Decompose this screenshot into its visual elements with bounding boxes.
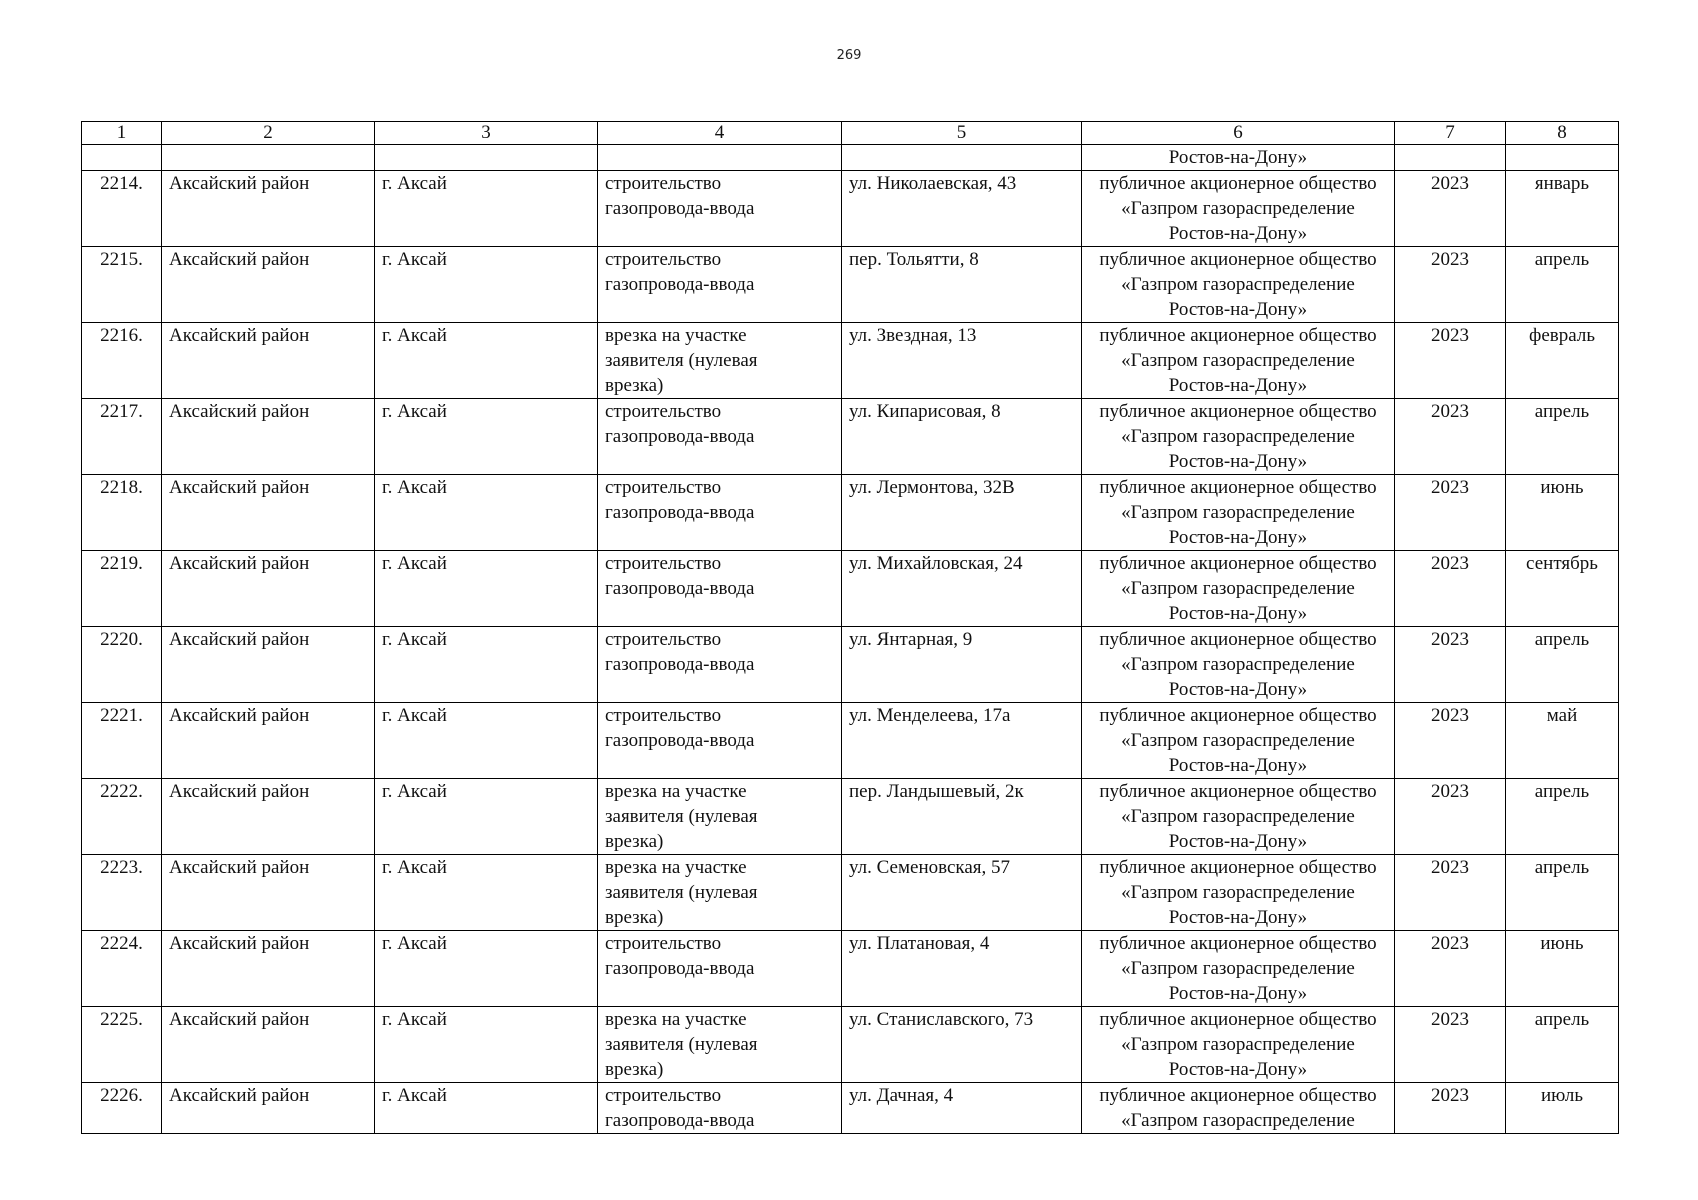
month-cell: май	[1506, 703, 1619, 779]
organization-cell-line: Ростов-на-Дону»	[1168, 907, 1308, 928]
organization-cell-line: Ростов-на-Дону»	[1168, 223, 1308, 244]
organization-cell-line: публичное акционерное общество	[1099, 933, 1377, 954]
work-type-cell-line: строительство	[605, 1085, 722, 1106]
month-cell: июнь	[1506, 475, 1619, 551]
row-number: 2216.	[82, 323, 162, 399]
work-type-cell-line: газопровода-ввода	[605, 426, 755, 447]
organization-cell-line: «Газпром газораспределение	[1121, 1110, 1355, 1131]
work-type-cell-line: заявителя (нулевая	[605, 1034, 758, 1055]
year-cell: 2023	[1395, 855, 1506, 931]
district-cell: Аксайский район	[162, 703, 375, 779]
year-cell: 2023	[1395, 399, 1506, 475]
address-cell: пер. Тольятти, 8	[842, 247, 1082, 323]
row-number: 2226.	[82, 1083, 162, 1134]
district-cell: Аксайский район	[162, 551, 375, 627]
settlement-cell: г. Аксай	[375, 703, 598, 779]
address-cell: ул. Платановая, 4	[842, 931, 1082, 1007]
month-cell: июнь	[1506, 931, 1619, 1007]
row-number: 2221.	[82, 703, 162, 779]
organization-cell	[1082, 171, 1395, 247]
row-number: 2214.	[82, 171, 162, 247]
district-cell: Аксайский район	[162, 779, 375, 855]
year-cell: 2023	[1395, 931, 1506, 1007]
column-header: 4	[598, 122, 842, 145]
year-cell: 2023	[1395, 475, 1506, 551]
work-type-cell	[598, 247, 842, 323]
organization-cell-line: Ростов-на-Дону»	[1168, 679, 1308, 700]
district-cell: Аксайский район	[162, 1007, 375, 1083]
row-number: 2222.	[82, 779, 162, 855]
address-cell: ул. Михайловская, 24	[842, 551, 1082, 627]
work-type-cell-line: строительство	[605, 401, 722, 422]
district-cell: Аксайский район	[162, 323, 375, 399]
month-cell: апрель	[1506, 399, 1619, 475]
work-type-cell-line: газопровода-ввода	[605, 958, 755, 979]
settlement-cell: г. Аксай	[375, 1007, 598, 1083]
organization-cell-line: Ростов-на-Дону»	[1168, 755, 1308, 776]
organization-cell-line: «Газпром газораспределение	[1121, 806, 1355, 827]
address-cell: ул. Янтарная, 9	[842, 627, 1082, 703]
continuation-row	[82, 145, 1619, 171]
settlement-cell: г. Аксай	[375, 247, 598, 323]
organization-cell	[1082, 323, 1395, 399]
work-type-cell	[598, 399, 842, 475]
row-number: 2220.	[82, 627, 162, 703]
settlement-cell: г. Аксай	[375, 779, 598, 855]
work-type-cell-line: строительство	[605, 477, 722, 498]
organization-cell-line: публичное акционерное общество	[1099, 401, 1377, 422]
work-type-cell-line: строительство	[605, 629, 722, 650]
column-header: 6	[1082, 122, 1395, 145]
organization-cell	[1082, 779, 1395, 855]
year-cell: 2023	[1395, 779, 1506, 855]
work-type-cell-line: врезка на участке	[605, 325, 747, 346]
work-type-cell-line: заявителя (нулевая	[605, 882, 758, 903]
table-row	[82, 703, 1619, 779]
work-type-cell-line: врезка на участке	[605, 1009, 747, 1030]
address-cell: пер. Ландышевый, 2к	[842, 779, 1082, 855]
district-cell: Аксайский район	[162, 855, 375, 931]
work-type-cell-line: газопровода-ввода	[605, 502, 755, 523]
work-type-cell-line: газопровода-ввода	[605, 1110, 755, 1131]
month-cell: апрель	[1506, 247, 1619, 323]
row-number: 2219.	[82, 551, 162, 627]
settlement-cell: г. Аксай	[375, 551, 598, 627]
work-type-cell-line: врезка)	[605, 831, 664, 852]
settlement-cell: г. Аксай	[375, 399, 598, 475]
row-number: 2225.	[82, 1007, 162, 1083]
organization-cell-line: Ростов-на-Дону»	[1168, 1059, 1308, 1080]
work-type-cell-line: врезка на участке	[605, 781, 747, 802]
row-number: 2217.	[82, 399, 162, 475]
settlement-cell: г. Аксай	[375, 855, 598, 931]
address-cell: ул. Звездная, 13	[842, 323, 1082, 399]
district-cell: Аксайский район	[162, 171, 375, 247]
work-type-cell	[598, 1083, 842, 1134]
settlement-cell: г. Аксай	[375, 323, 598, 399]
work-type-cell-line: строительство	[605, 173, 722, 194]
address-cell: ул. Менделеева, 17а	[842, 703, 1082, 779]
organization-cell-line: «Газпром газораспределение	[1121, 350, 1355, 371]
work-type-cell-line: строительство	[605, 933, 722, 954]
column-header: 7	[1395, 122, 1506, 145]
work-type-cell	[598, 855, 842, 931]
address-cell: ул. Станиславского, 73	[842, 1007, 1082, 1083]
year-cell: 2023	[1395, 171, 1506, 247]
work-type-cell	[598, 171, 842, 247]
organization-cell	[1082, 931, 1395, 1007]
table-row	[82, 627, 1619, 703]
column-number-row	[82, 122, 1619, 145]
work-type-cell	[598, 931, 842, 1007]
month-cell: февраль	[1506, 323, 1619, 399]
address-cell: ул. Семеновская, 57	[842, 855, 1082, 931]
month-cell: сентябрь	[1506, 551, 1619, 627]
column-header: 8	[1506, 122, 1619, 145]
organization-cell	[1082, 1083, 1395, 1134]
district-cell: Аксайский район	[162, 475, 375, 551]
district-cell: Аксайский район	[162, 931, 375, 1007]
organization-cell-line: публичное акционерное общество	[1099, 857, 1377, 878]
table-cell	[598, 145, 842, 171]
row-number: 2224.	[82, 931, 162, 1007]
year-cell: 2023	[1395, 551, 1506, 627]
column-header: 2	[162, 122, 375, 145]
settlement-cell: г. Аксай	[375, 627, 598, 703]
year-cell: 2023	[1395, 703, 1506, 779]
organization-cell-line: Ростов-на-Дону»	[1168, 451, 1308, 472]
organization-cell-line: «Газпром газораспределение	[1121, 198, 1355, 219]
work-type-cell	[598, 627, 842, 703]
work-type-cell	[598, 779, 842, 855]
settlement-cell: г. Аксай	[375, 171, 598, 247]
organization-cell-line: «Газпром газораспределение	[1121, 578, 1355, 599]
column-header: 3	[375, 122, 598, 145]
work-type-cell-line: врезка)	[605, 1059, 664, 1080]
organization-cell-line: Ростов-на-Дону»	[1168, 983, 1308, 1004]
table-body	[82, 122, 1619, 1134]
organization-cell-line: «Газпром газораспределение	[1121, 426, 1355, 447]
table-cell	[1395, 145, 1506, 171]
month-cell: январь	[1506, 171, 1619, 247]
year-cell: 2023	[1395, 1007, 1506, 1083]
table-cell	[842, 145, 1082, 171]
organization-cell-line: публичное акционерное общество	[1099, 1085, 1377, 1106]
work-type-cell-line: газопровода-ввода	[605, 578, 755, 599]
month-cell: апрель	[1506, 627, 1619, 703]
work-type-cell-line: газопровода-ввода	[605, 730, 755, 751]
work-type-cell-line: строительство	[605, 705, 722, 726]
settlement-cell: г. Аксай	[375, 475, 598, 551]
year-cell: 2023	[1395, 627, 1506, 703]
work-type-cell-line: врезка)	[605, 375, 664, 396]
organization-cell	[1082, 399, 1395, 475]
district-cell: Аксайский район	[162, 247, 375, 323]
table-cell	[375, 145, 598, 171]
organization-cell-line: «Газпром газораспределение	[1121, 882, 1355, 903]
organization-cell-line: «Газпром газораспределение	[1121, 1034, 1355, 1055]
month-cell: апрель	[1506, 1007, 1619, 1083]
work-type-cell-line: врезка на участке	[605, 857, 747, 878]
work-type-cell	[598, 1007, 842, 1083]
table-row	[82, 399, 1619, 475]
district-cell: Аксайский район	[162, 1083, 375, 1134]
table-row	[82, 551, 1619, 627]
organization-cell	[1082, 1007, 1395, 1083]
work-type-cell-line: строительство	[605, 249, 722, 270]
month-cell: апрель	[1506, 779, 1619, 855]
work-type-cell-line: заявителя (нулевая	[605, 806, 758, 827]
organization-cell-line: «Газпром газораспределение	[1121, 502, 1355, 523]
org-continuation-cell: Ростов-на-Дону»	[1082, 145, 1395, 171]
organization-cell-line: Ростов-на-Дону»	[1168, 375, 1308, 396]
row-number: 2223.	[82, 855, 162, 931]
organization-cell-line: «Газпром газораспределение	[1121, 654, 1355, 675]
month-cell: апрель	[1506, 855, 1619, 931]
organization-cell-line: публичное акционерное общество	[1099, 173, 1377, 194]
address-cell: ул. Лермонтова, 32В	[842, 475, 1082, 551]
organization-cell-line: Ростов-на-Дону»	[1168, 299, 1308, 320]
table-cell	[1506, 145, 1619, 171]
organization-cell	[1082, 551, 1395, 627]
organization-cell	[1082, 475, 1395, 551]
work-type-cell-line: газопровода-ввода	[605, 274, 755, 295]
organization-cell-line: публичное акционерное общество	[1099, 249, 1377, 270]
work-type-cell	[598, 323, 842, 399]
table-row	[82, 171, 1619, 247]
organization-cell-line: публичное акционерное общество	[1099, 553, 1377, 574]
table-cell	[162, 145, 375, 171]
row-number: 2218.	[82, 475, 162, 551]
organization-cell-line: «Газпром газораспределение	[1121, 958, 1355, 979]
district-cell: Аксайский район	[162, 627, 375, 703]
address-cell: ул. Николаевская, 43	[842, 171, 1082, 247]
table-row	[82, 323, 1619, 399]
table-row	[82, 1007, 1619, 1083]
organization-cell	[1082, 855, 1395, 931]
organization-cell-line: публичное акционерное общество	[1099, 1009, 1377, 1030]
organization-cell-line: «Газпром газораспределение	[1121, 274, 1355, 295]
organization-cell-line: публичное акционерное общество	[1099, 629, 1377, 650]
year-cell: 2023	[1395, 247, 1506, 323]
table-row	[82, 1083, 1619, 1134]
table-cell	[82, 145, 162, 171]
gasification-table	[81, 121, 1619, 1134]
work-type-cell-line: газопровода-ввода	[605, 198, 755, 219]
table-row	[82, 475, 1619, 551]
work-type-cell-line: газопровода-ввода	[605, 654, 755, 675]
organization-cell	[1082, 627, 1395, 703]
work-type-cell-line: строительство	[605, 553, 722, 574]
year-cell: 2023	[1395, 323, 1506, 399]
table-row	[82, 855, 1619, 931]
address-cell: ул. Дачная, 4	[842, 1083, 1082, 1134]
column-header: 1	[82, 122, 162, 145]
organization-cell-line: Ростов-на-Дону»	[1168, 527, 1308, 548]
column-header: 5	[842, 122, 1082, 145]
organization-cell-line: публичное акционерное общество	[1099, 705, 1377, 726]
organization-cell	[1082, 703, 1395, 779]
organization-cell-line: Ростов-на-Дону»	[1168, 603, 1308, 624]
page-number: 269	[836, 48, 862, 63]
district-cell: Аксайский район	[162, 399, 375, 475]
organization-cell-line: Ростов-на-Дону»	[1168, 831, 1308, 852]
organization-cell-line: «Газпром газораспределение	[1121, 730, 1355, 751]
work-type-cell-line: заявителя (нулевая	[605, 350, 758, 371]
organization-cell-line: публичное акционерное общество	[1099, 325, 1377, 346]
settlement-cell: г. Аксай	[375, 1083, 598, 1134]
work-type-cell	[598, 475, 842, 551]
organization-cell	[1082, 247, 1395, 323]
organization-cell-line: публичное акционерное общество	[1099, 781, 1377, 802]
table-row	[82, 931, 1619, 1007]
address-cell: ул. Кипарисовая, 8	[842, 399, 1082, 475]
month-cell: июль	[1506, 1083, 1619, 1134]
work-type-cell	[598, 551, 842, 627]
table-row	[82, 779, 1619, 855]
work-type-cell-line: врезка)	[605, 907, 664, 928]
row-number: 2215.	[82, 247, 162, 323]
settlement-cell: г. Аксай	[375, 931, 598, 1007]
table-row	[82, 247, 1619, 323]
organization-cell-line: публичное акционерное общество	[1099, 477, 1377, 498]
year-cell: 2023	[1395, 1083, 1506, 1134]
work-type-cell	[598, 703, 842, 779]
